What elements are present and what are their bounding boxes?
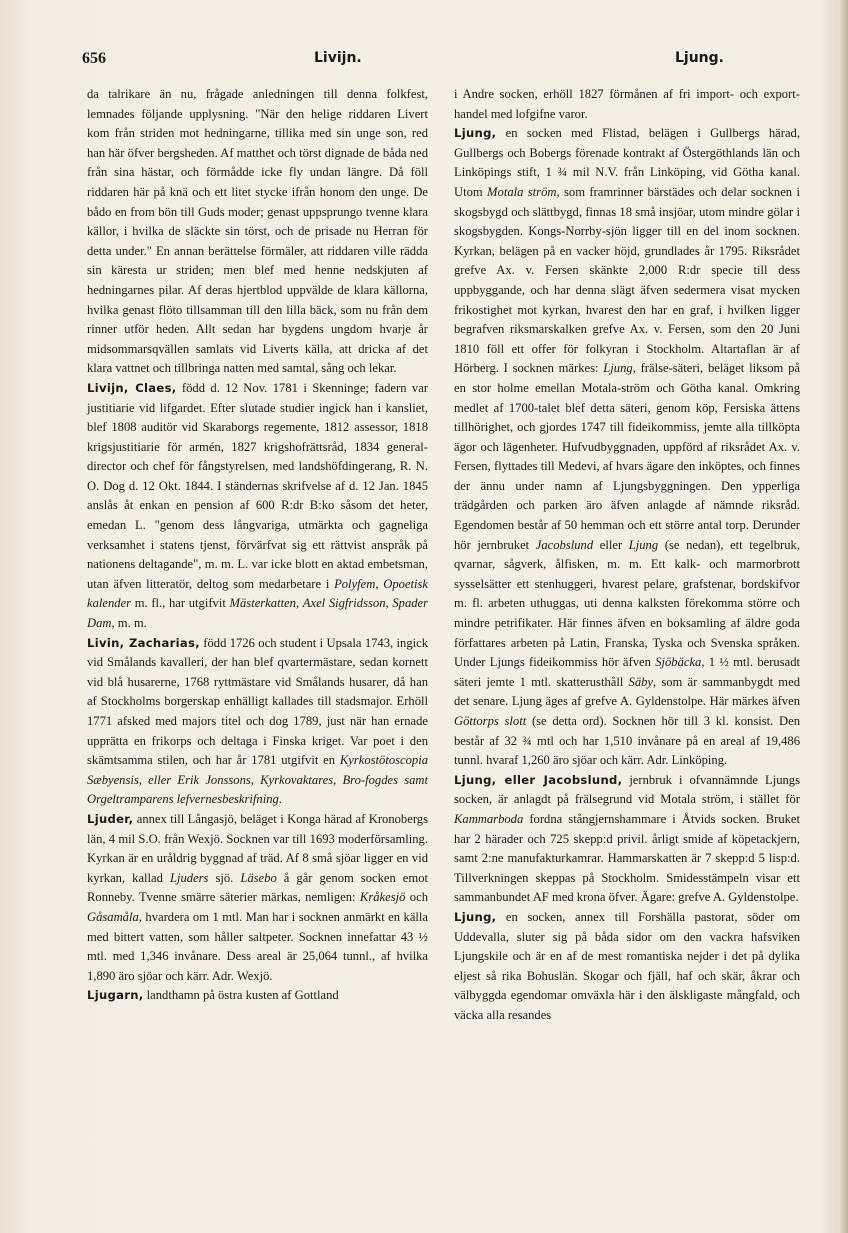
page-number: 656 — [82, 50, 106, 67]
running-header — [82, 50, 762, 74]
entry-continuation — [454, 85, 800, 124]
entry-text: född 1726 och student i Upsala 1743, ingick vid Smålands kavalleri, der han blef qvartermästare, sedan kornett vid blå husarerne, 1768 ryttmästare vid Smålands husarer, då han af Stockholms borgerskap enhälligt kallades till stadsmajor. Erhöll 1771 afsked med majors titel och dog 1789, just när han ernade upprätta en frikorps och deltaga i Finska kriget. Var poet i den skämtsamma stilen, och har år 1781 utgifvit en — [87, 635, 429, 768]
entry-italic: Spader Dam — [87, 596, 429, 631]
entry-italic: Läsebo — [240, 870, 277, 885]
left-column — [87, 85, 428, 1006]
entry-italic: Mästerkatten — [229, 596, 296, 611]
entry-text: sjö. — [208, 870, 241, 885]
entry-italic: Ljung — [628, 537, 659, 552]
continuation-text: i Andre socken, erhöll 1827 förmånen af fri import- och export-handel med lofgifne varor. — [454, 87, 800, 121]
entry-ljung-jacobslund — [454, 771, 800, 908]
entry-italic: Gåsamåla — [87, 909, 139, 924]
entry-text: , — [385, 596, 393, 611]
entry-text: , som är sammanbygdt med det senare. Ljung äges af grefve A. Gyldenstolpe. Här märkes äfven — [454, 674, 800, 709]
entry-continuation — [87, 85, 428, 379]
entry-text: en socken med Flistad, belägen i Gullbergs härad, Gullbergs och Bobergs förenade kontrakt af Östergöthlands län och Linköpings stift, 1 ¾ mil N.V. från Linköping, vid Götha kanal. Utom — [454, 126, 800, 199]
entry-text: , hvardera om 1 mtl. Man har i socknen anmärkt en källa med bittert vatten, som håller saltpeter. Socknen innefattar 43 ½ mtl. med 1,346 invånare. Dess areal är 25,064 tunnl., af hvilka 1,890 äro sjöar och kärr. Adr. Wexjö. — [87, 909, 428, 983]
entry-text: , frälse-säteri, beläget liksom på en stor holme emellan Motala-ström och Götha kanal. Omkring medlet af 1700-talet blef detta säteri, genom köp, Fersiska ättens tillhörighet, och gjordes 1747 till fideikommiss, jemte alla tillköpta ägor och lägenheter. Hufvudbyggnaden, uppförd af riksrådet Ax. v. Fersen, flyttades till Medevi, af hvars ägare den inköptes, och finnes der ännu under namn af Ljungsbyggningen. Den ypperliga trädgården och parken äro äfven anlagde af nämnde riksråd. Egendomen består af 50 hemman och ett större antal torp. Derunder hör jernbruket — [454, 361, 801, 552]
entry-headword: Ljung, — [454, 126, 497, 141]
entry-ljung-annex — [454, 908, 800, 1026]
entry-text: en socken, annex till Forshälla pastorat, söder om Uddevalla, sluter sig på båda sidor om den vackra hafsviken Ljungskile och är en af de mest romantiska nejder i det på dylika eljest så rika Bohuslän. Skogar och fjäll, haf och skär, åkrar och välbyggda egendomar omväxla här i den älskligaste mångfald, och väcka alla resandes — [454, 909, 800, 1022]
entry-italic: Opoetisk kalender — [87, 576, 429, 611]
entry-italic: Kammarboda — [454, 811, 524, 826]
entry-text: eller — [593, 537, 629, 552]
entry-text: m. fl., har utgifvit — [131, 596, 230, 611]
entry-livin — [87, 634, 428, 810]
entry-text: (se nedan), ett tegelbruk, qvarnar, sågverk, ålfisken, m. m. Ett kalk- och marmorbrott sysselsätter ett stenhuggeri, hvarest pelare, grafstenar, bordskifvor m. fl. arbeten uthuggas, uti denna kalksten förekomma större och mindre petrifikater. Här finnes äfven en boksamling af äldre goda författares arbeten på Latin, Franska, Tyska och Svenska språken. Under Ljungs fideikommiss hör äfven — [454, 537, 800, 670]
entry-italic: Motala ström — [487, 184, 557, 199]
entry-italic: Göttorps slott — [454, 714, 527, 728]
entry-headword: Ljuder, — [87, 811, 134, 826]
entry-italic: Jacobslund — [535, 537, 594, 552]
entry-text: annex till Långasjö, beläget i Konga härad af Kronobergs län, 4 mil S.O. från Wexjö. Socknen var till 1693 moderförsamling. Kyrkan är en uråldrig byggnad af träd. Af 8 små sjöar ligger en vid kyrkan, kallad — [87, 811, 428, 885]
entry-italic: Ljuders — [169, 870, 209, 885]
entry-text: , — [295, 596, 303, 611]
entry-ljuder — [87, 810, 428, 986]
entry-italic: Kråkesjö — [359, 890, 406, 905]
entry-text: fordna stångjernshammare i Åtvids socken. Bruket har 2 härader och 725 skepp:d privil. årligt smide af köpetackjern, samt 2:ne manufakturkamrar. Hammarskatten är 7 skepp:d 5 lisp:d. Tillverkningen skeppas på Stockholm. Smidesstämpeln visar ett sammanbundet AF med krona öfver. Ägare: grefve A. Gyldenstolpe. — [454, 811, 800, 905]
entry-italic: Kyrkostötoscopia Sæbyensis, eller Erik Jonssons, Kyrkovaktares, Bro-fogdes samt Orgeltramparens lefvernesbeskrifning — [87, 753, 428, 807]
page-edge-shadow — [838, 0, 848, 1233]
entry-ljugarn — [87, 986, 428, 1006]
entry-headword: Ljung, — [454, 909, 497, 924]
entry-text: jernbruk i ofvannämnde Ljungs socken, är anlagdt på frälsegrund vid Motala ström, i stället för — [454, 772, 800, 807]
entry-text: landthamn på östra kusten af Gottland — [143, 988, 339, 1003]
entry-headword: Ljugarn, — [87, 988, 144, 1003]
entry-ljung — [454, 124, 800, 771]
entry-text: , 1 ½ mtl. berusadt säteri jemte 1 mtl. skatterusthåll — [454, 655, 800, 689]
entry-text: (se detta ord). Socknen hör till 3 kl. konsist. Den består af 32 ¾ mtl och har 1,510 invånare på en areal af 19,486 tunnl. hvaraf 1,260 äro sjöar och kärr. Adr. Linköping. — [454, 714, 800, 768]
entry-text: , — [375, 576, 384, 591]
entry-text: , som framrinner bärstädes och delar socknen i skogsbygd och slättbygd, finnas 18 små insjöar, utom mindre gölar i skogsbygden. Kongs-Norrby-sjön ligger till en del inom socknen. Kyrkan, belägen på en vacker höjd, grundlades år 1795. Riksrådet grefve Ax. v. Fersen skänkte 2,000 R:dr specie till dess uppbyggande, och har denna slägt äfven sedermera visat mycken frikostighet mot kyrkan, hvarest den har en graf, i hvilken ligger begrafven riksmarskalken grefve Ax. v. Fersen, som den 20 Juni 1810 föll ett offer för folkyran i Stockholm. Altartaflan är af Hörberg. I socknen märkes: — [454, 184, 800, 376]
right-column — [454, 85, 800, 1026]
entry-text: . — [278, 792, 282, 807]
right-running-head: Ljung. — [675, 50, 724, 66]
entry-text: och — [405, 890, 428, 905]
continuation-text: da talrikare än nu, frågade anledningen till denna folkfest, lemnades följande upplysning. "När den helige riddaren Livert kom från striden mot hedningarne, tillika med sin unge son, red han här öfver bergsheden. Af matthet och törst dignade de båda ned från sina hästar, och förmådde icke fly undan längre. Då föll riddaren här på knä och ett litet stycke ifrån honom den unge. De bådo en from bön till Guds moder; genast uppsprungo tvenne klara källor, i hvilka de släckte sin törst, och de prisade nu Herran för detta under." En annan berättelse förmäler, att riddaren ville rädda sin käresta ur striden; men blef med henne nedskjuten af hedningarnes pilar. Af deras hjertblod uppvälde de klara källorna, hvilka genast flöto tillsamman till den lilla bäck, som nu från dem rinner utför heden. Allt sedan har bygdens ungdom hvarje år midsommarsqvällen samlats vid Liverts källa, att dricka af det klara vattnet och tillbringa natten med samtal, sång och lekar. — [87, 87, 428, 376]
entry-headword: Livin, Zacharias, — [87, 635, 200, 650]
entry-headword: Ljung, eller Jacobslund, — [454, 772, 623, 787]
entry-livijn — [87, 379, 428, 634]
entry-text: , m. m. — [111, 616, 147, 631]
entry-italic: Sjöbäcka — [655, 655, 702, 670]
entry-italic: Säby — [628, 674, 654, 689]
entry-headword: Livijn, Claes, — [87, 380, 177, 395]
entry-italic: Ljung — [603, 361, 633, 376]
entry-text: född d. 12 Nov. 1781 i Skenninge; fadern var justitiarie vid lifgardet. Efter slutade studier ingick han i kansliet, blef 1808 auditör vid Skaraborgs regemente, 1812 assessor, 1818 krigsjustitiarie för armén, 1827 krigshofrättsråd, 1834 general-director och chef för fångstyrelsen, med landshöfdingerang, R. N. O. Dog d. 12 Okt. 1844. I ständernas skrifvelse af d. 12 Jan. 1845 anslås åt enkan en pension af 600 R:dr B:ko såsom det heter, emedan L. "genom dess långvariga, utmärkta och gagneliga verksamhet i statens tjenst, förvärfvat sig ett rättvist anspråk på nationens deltagande", m. m. L. var icke blott en aktad embetsman, utan äfven litteratör, deltog som medarbetare i — [87, 380, 428, 591]
entry-italic: Axel Sigfridsson — [302, 596, 386, 611]
left-running-head: Livijn. — [314, 50, 362, 66]
entry-text: å går genom socken emot Ronneby. Tvenne smärre säterier märkas, nemligen: — [87, 870, 428, 905]
entry-italic: Polyfem — [334, 576, 376, 591]
